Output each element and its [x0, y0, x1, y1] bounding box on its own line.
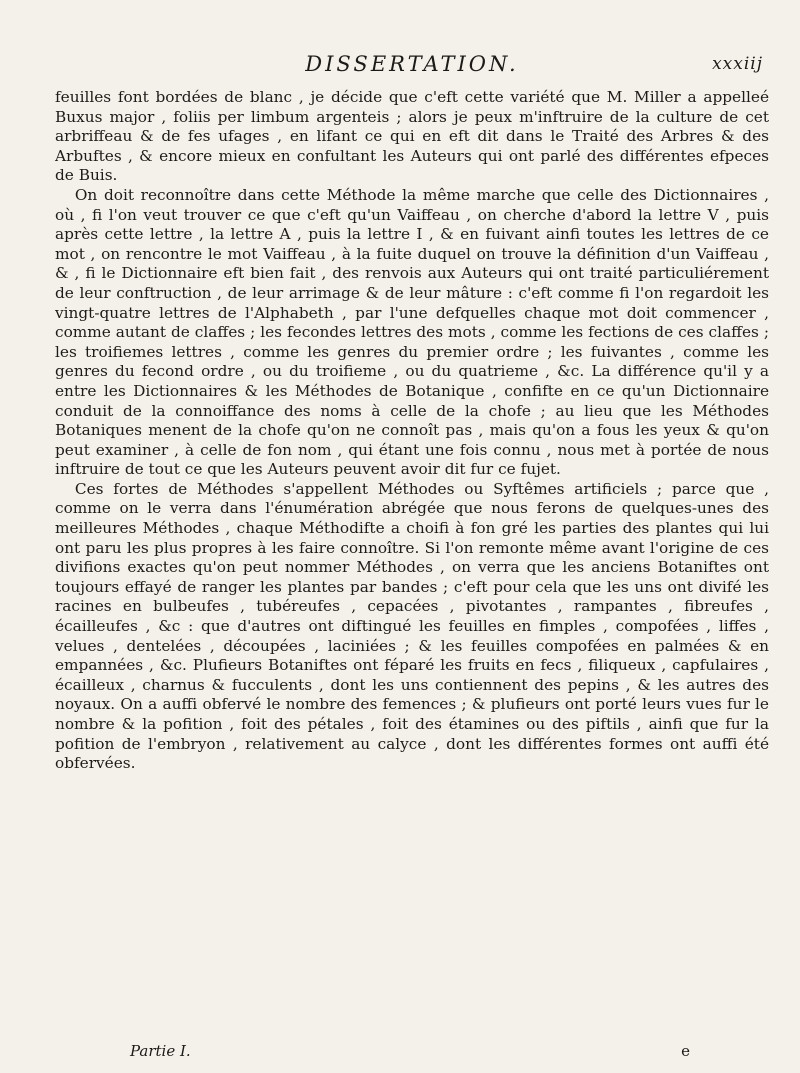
part-label: Partie I. — [130, 1042, 191, 1060]
paragraph-continued: feuilles font bordées de blanc , je décide que c'eft cette variété que M. Miller a appelleé Buxus major , foliis per limbum argenteis ; alors je peux m'inftruire de la culture de cet arbriffeau & de fes ufages , en lifant ce qui en eft dit dans le Traité des Arbres & des Arbuftes , & encore mieux en confultant les Auteurs qui ont parlé des différentes efpeces de Buis. — [55, 88, 769, 185]
paragraph-dictionary-method: On doit reconnoître dans cette Méthode la même marche que celle des Dictionnaires , où , fi l'on veut trouver ce que c'eft qu'un Vaiffeau , on cherche d'abord la lettre V , puis après cette lettre , la lettre A , puis la lettre I , & en fuivant ainfi toutes les lettres de ce mot , on rencontre le mot Vaiffeau , à la fuite duquel on trouve la définition d'un Vaiffeau , & , fi le Dictionnaire eft bien fait , des renvois aux Auteurs qui ont traité particuliérement de leur conftruction , de leur arrimage & de leur mâture : c'eft comme fi l'on regardoit les vingt-quatre lettres de l'Alphabeth , par l'une defquelles chaque mot doit commencer , comme autant de claffes ; les fecondes lettres des mots , comme les fections de ces claffes ; les troifiemes lettres , comme les genres du premier ordre ; les fuivantes , comme les genres du fecond ordre , ou du troifieme , ou du quatrieme , &c. La différence qu'il y a entre les Dictionnaires & les Méthodes de Botanique , confifte en ce qu'un Dictionnaire conduit de la connoiffance des noms à celle de la chofe ; au lieu que les Méthodes Botaniques menent de la chofe qu'on ne connoît pas , mais qu'on a fous les yeux & qu'on peut examiner , à celle de fon nom , qui étant une fois connu , nous met à portée de nous inftruire de tout ce que les Auteurs peuvent avoir dit fur ce fujet. — [55, 185, 769, 479]
page-footer — [130, 1042, 690, 1064]
running-head — [55, 52, 769, 82]
signature-mark: e — [681, 1042, 690, 1060]
body-text — [55, 88, 769, 774]
page-number: xxxiij — [712, 54, 763, 74]
running-title: DISSERTATION. — [305, 52, 519, 76]
paragraph-artificial-systems: Ces fortes de Méthodes s'appellent Méthodes ou Syftêmes artificiels ; parce que , comme on le verra dans l'énumération abrégée que nous ferons de quelques-unes des meilleures Méthodes , chaque Méthodifte a choifi à fon gré les parties des plantes qui lui ont paru les plus propres à les faire connoître. Si l'on remonte même avant l'origine de ces divifions exactes qu'on peut nommer Méthodes , on verra que les anciens Botaniftes ont toujours effayé de ranger les plantes par bandes ; c'eft pour cela que les uns ont divifé les racines en bulbeufes , tubéreufes , cepacées , pivotantes , rampantes , fibreufes , écailleufes , &c : que d'autres ont diftingué les feuilles en fimples , compofées , liffes , velues , dentelées , découpées , laciniées ; & les feuilles compofées en palmées & en empannées , &c. Plufieurs Botaniftes ont féparé les fruits en fecs , filiqueux , capfulaires , écailleux , charnus & fucculents , dont les uns contiennent des pepins , & les autres des noyaux. On a auffi obfervé le nombre des femences ; & plufieurs ont porté leurs vues fur le nombre & la pofition , foit des pétales , foit des étamines ou des piftils , ainfi que fur la pofition de l'embryon , relativement au calyce , dont les différentes formes ont auffi été obfervées. — [55, 479, 769, 773]
